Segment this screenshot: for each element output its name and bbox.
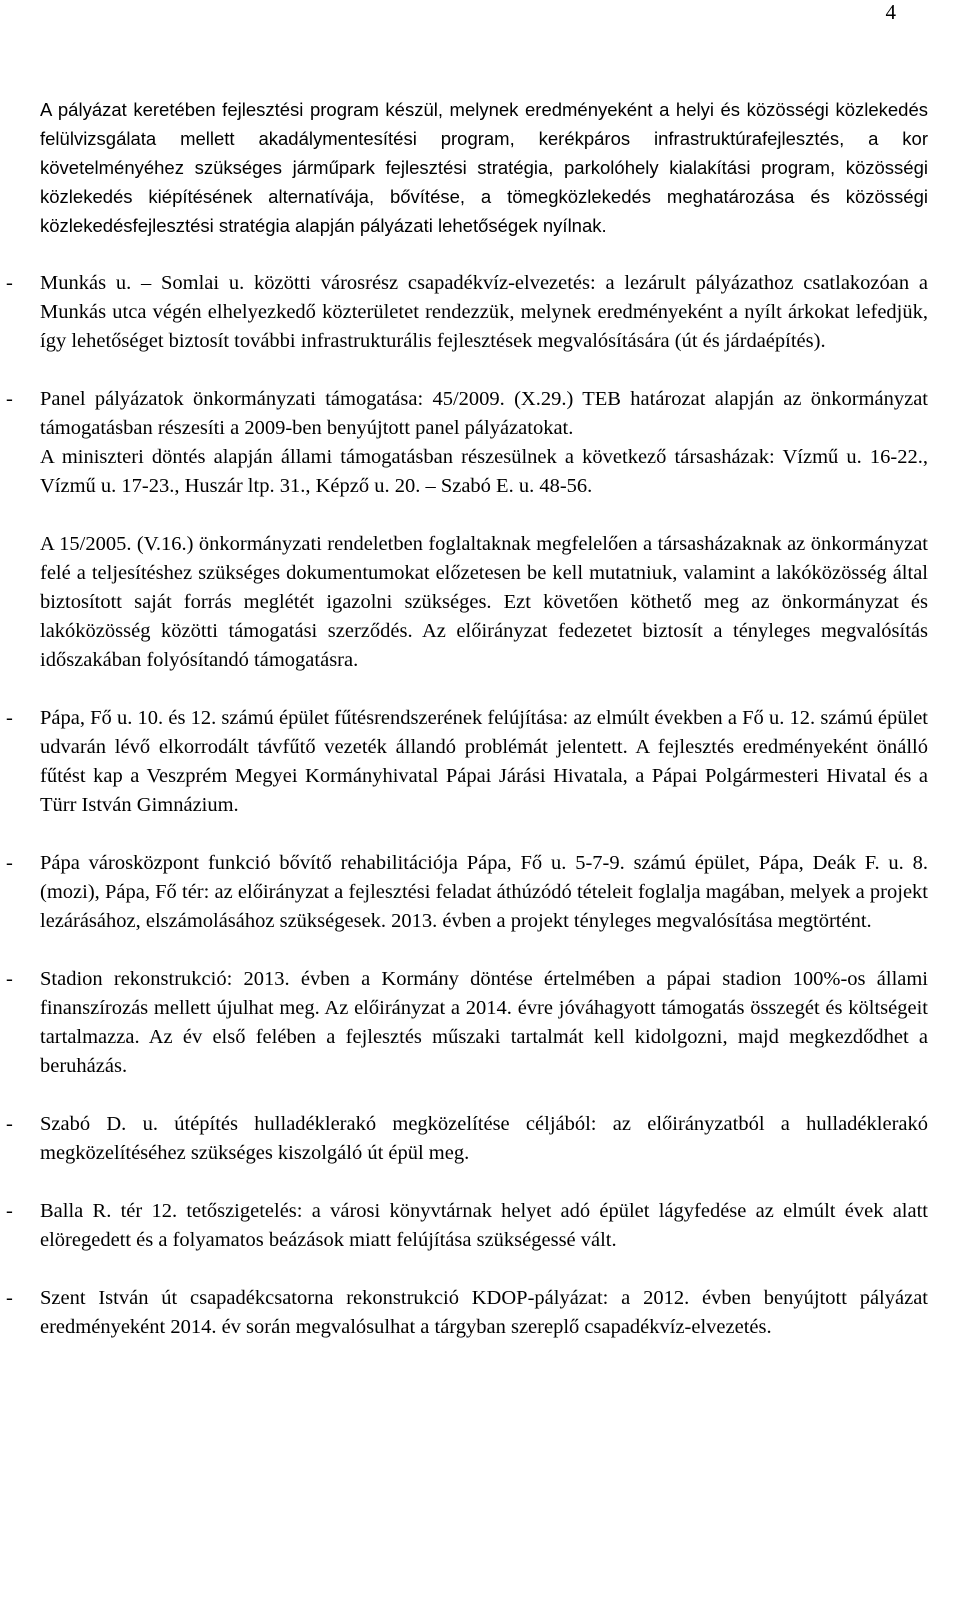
list-item xyxy=(6,385,928,675)
list-item xyxy=(6,1197,928,1255)
list-item xyxy=(6,704,928,820)
document-body xyxy=(6,95,928,1371)
list-item-text: Panel pályázatok önkormányzati támogatása: 45/2009. (X.29.) TEB határozat alapján az önkormányzat támogatásban részesíti a 2009-ben benyújtott panel pályázatokat. xyxy=(40,388,928,439)
list-item-text: Szent István út csapadékcsatorna rekonstrukció KDOP-pályázat: a 2012. évben benyújtott pályázat eredményeként 2014. év során megvalósulhat a tárgyban szereplő csapadékvíz-elvezetés. xyxy=(40,1287,928,1338)
bullet-dash: - xyxy=(6,272,13,294)
list-item-text: Pápa, Fő u. 10. és 12. számú épület fűtésrendszerének felújítása: az elmúlt években a Fő u. 12. számú épület udvarán lévő elkorrodált távfűtő vezeték állandó problémát jelentett. A fejlesztés eredményeként önálló fűtést kap a Veszprém Megyei Kormányhivatal Pápai Járási Hivatala, a Pápai Polgármesteri Hivatal és a Türr István Gimnázium. xyxy=(40,707,928,816)
intro-paragraph: A pályázat keretében fejlesztési program készül, melynek eredményeként a helyi és közösségi közlekedés felülvizsgálata mellett akadálymentesítési program, kerékpáros infrastruktúrafejlesztés, a kor követelményéhez szükséges járműpark fejlesztési stratégia, parkolóhely kialakítási program, közösségi közlekedés kiépítésének alternatívája, bővítése, a tömegközlekedés meghatározása és közösségi közlekedésfejlesztési stratégia alapján pályázati lehetőségek nyílnak. xyxy=(40,99,928,236)
list-item-text: Balla R. tér 12. tetőszigetelés: a városi könyvtárnak helyet adó épület lágyfedése az elmúlt évek alatt elöregedett és a folyamatos beázások miatt felújítása szükségessé vált. xyxy=(40,1200,928,1251)
list-item-text: A miniszteri döntés alapján állami támogatásban részesülnek a következő társasházak: Vízmű u. 16-22., Vízmű u. 17-23., Huszár ltp. 31., Képző u. 20. – Szabó E. u. 48-56. xyxy=(40,446,928,497)
list-item-text: Pápa városközpont funkció bővítő rehabilitációja Pápa, Fő u. 5-7-9. számú épület, Pápa, Deák F. u. 8. (mozi), Pápa, Fő tér: az előirányzat a fejlesztési feladat áthúzódó tételeit foglalja magában, melyek a projekt lezárásához, elszámolásához szükségesek. 2013. évben a projekt tényleges megvalósítása megtörtént. xyxy=(40,852,928,932)
list-item xyxy=(6,1110,928,1168)
page-number: 4 xyxy=(885,0,896,24)
list-item-text: Munkás u. – Somlai u. közötti városrész csapadékvíz-elvezetés: a lezárult pályázathoz csatlakozóan a Munkás utca végén elhelyezkedő közterületet rendezzük, melynek eredményeként a nyílt árkokat lefedjük, így lehetőséget biztosít további infrastrukturális fejlesztések megvalósítására (út és járdaépítés). xyxy=(40,272,928,352)
bullet-dash: - xyxy=(6,388,13,410)
list-item xyxy=(6,849,928,936)
list-item xyxy=(6,269,928,356)
list-item xyxy=(6,1284,928,1342)
bullet-dash: - xyxy=(6,1113,13,1135)
bullet-dash: - xyxy=(6,707,13,729)
list-item-text: Szabó D. u. útépítés hulladéklerakó megközelítése céljából: az előirányzatból a hulladéklerakó megközelítéséhez szükséges kiszolgáló út épül meg. xyxy=(40,1113,928,1164)
bullet-dash: - xyxy=(6,852,13,874)
list-item-text: A 15/2005. (V.16.) önkormányzati rendeletben foglaltaknak megfelelően a társasházaknak az önkormányzat felé a teljesítéshez szükséges dokumentumokat előzetesen be kell mutatniuk, valamint a lakóközösség által biztosított saját forrás meglétét igazolni szükséges. Ezt követően köthető meg az önkormányzat és lakóközösség közötti támogatási szerződés. Az előirányzat fedezetet biztosít a tényleges megvalósítás időszakában folyósítandó támogatásra. xyxy=(40,533,928,671)
list-item xyxy=(6,965,928,1081)
bullet-dash: - xyxy=(6,1287,13,1309)
list-item-text: Stadion rekonstrukció: 2013. évben a Kormány döntése értelmében a pápai stadion 100%-os állami finanszírozás mellett újulhat meg. Az előirányzat a 2014. évre jóváhagyott támogatás összegét és költségeit tartalmazza. Az év első felében a fejlesztés műszaki tartalmát kell kidolgozni, majd megkezdődhet a beruházás. xyxy=(40,968,928,1077)
bullet-dash: - xyxy=(6,1200,13,1222)
bullet-dash: - xyxy=(6,968,13,990)
